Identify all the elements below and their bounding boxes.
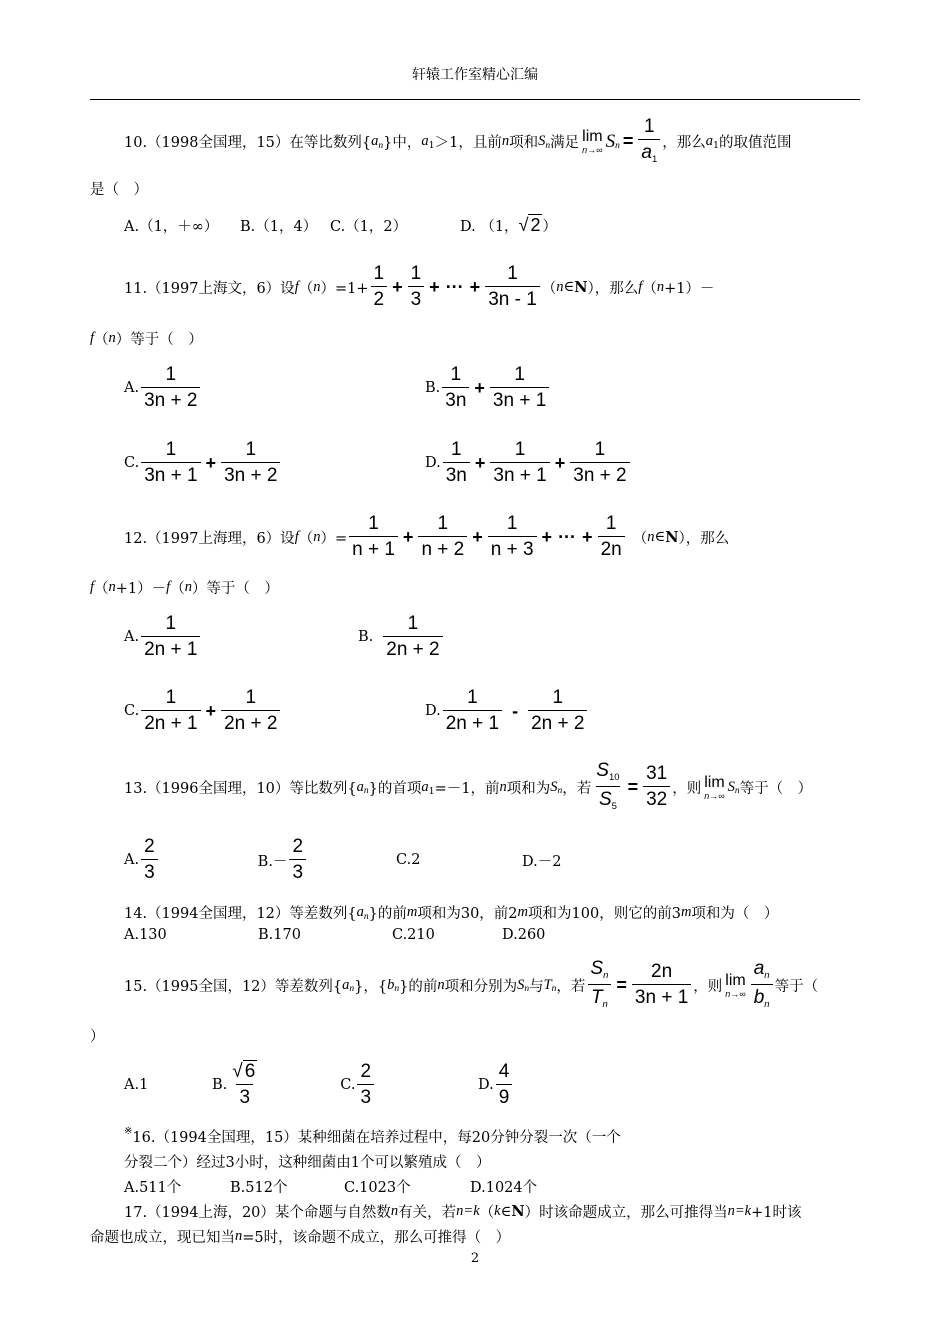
q11-option-a: A. $\frac{1}{3n + 2}$ <box>124 364 202 412</box>
q10-option-d: D. （1， <box>460 218 519 235</box>
header-rule <box>90 99 860 100</box>
q10-option-b: B.（1，4） <box>240 218 318 235</box>
q11-option-b: B. $\frac{1}{3n}$ + $\frac{1}{3n + 1}$ <box>425 364 551 412</box>
q12-option-a: A. $\frac{1}{2n + 1}$ <box>124 613 202 661</box>
limit-symbol: lim n→∞ <box>582 128 603 155</box>
page-number: 2 <box>470 1251 480 1266</box>
q12-line2: f （ n +1）－ f （ n ）等于（ ） <box>90 579 279 597</box>
q15-line1: 15.（1995全国，12）等差数列{ a n }，{ b n }的前 n 项和分别为 S n 与 T n ，若 $\frac{S_n}{T_n}$ = $\frac{2n}{3n + 1}$ ，则 lim n→∞ $\frac{a_n}{b_n}$ 等于（ <box>124 958 819 1010</box>
q10-options: A.（1，＋∞） B.（1，4） C.（1，2） D. （1， √ 2 ） <box>124 215 557 235</box>
q11-line1: 11.（1997上海文，6）设 f （ n ）=1+ $\frac{1}{2}$ + $\frac{1}{3}$ + ··· + $\frac{1}{3n - 1}$ （ n ∈ N ），那么 f （ n +1）－ <box>124 263 715 310</box>
q12-option-b: B. $\frac{1}{2n + 2}$ <box>358 613 445 661</box>
fraction-1-over-a1: $\frac{1}{a_1}$ <box>638 116 660 167</box>
q15-line2: ） <box>90 1029 105 1045</box>
q11-option-d: D. $\frac{1}{3n}$ + $\frac{1}{3n + 1}$ + $\frac{1}{3n + 2}$ <box>425 439 632 487</box>
q15-options: A.1 B. √ 6 3 C. $\frac{2}{3}$ D. $\frac{4}{9}$ <box>124 1060 514 1109</box>
q16-options: A.511个 B.512个 C.1023个 D.1024个 <box>124 1180 538 1196</box>
q10-option-c: C.（1，2） <box>330 218 408 235</box>
q12-line1: 12.（1997上海理，6）设 f （ n ）= $\frac{1}{n + 1}$ + $\frac{1}{n + 2}$ + $\frac{1}{n + 3}$ + ··· + $\frac{1}{2n}$ （ n ∈ N ），那么 <box>124 513 730 560</box>
q10-option-a: A.（1，＋∞） <box>124 218 219 235</box>
q12-option-d: D. $\frac{1}{2n + 1}$ - $\frac{1}{2n + 2}$ <box>425 687 589 735</box>
q14-options: A.130 B.170 C.210 D.260 <box>124 927 546 943</box>
q11-option-c: C. $\frac{1}{3n + 1}$ + $\frac{1}{3n + 2}$ <box>124 439 282 487</box>
q17-line2: 命题也成立，现已知当 n =5时，该命题不成立，那么可推得（ ） <box>90 1228 511 1246</box>
q14-line1: 14.（1994全国理，12）等差数列{ a n }的前 m 项和为30，前2 m 项和为100，则它的前3 m 项和为（ ） <box>124 904 779 922</box>
q10-line2: 是（ ） <box>90 182 148 198</box>
q13-line1: 13.（1996全国理，10）等比数列{ a n }的首项 a 1 =－1，前 n 项和为 S n ，若 $\frac{S_{10}}{S_5}$ = $\frac{31}{32}$ ，则 lim n→∞ S n 等于（ ） <box>124 760 813 812</box>
page-header: 轩辕工作室精心汇编 <box>412 67 538 83</box>
q16-line1: ※ 16.（1994全国理，15）某种细菌在培养过程中，每20分钟分裂一次（一个 <box>124 1126 621 1146</box>
q11-line2: f （ n ）等于（ ） <box>90 330 203 348</box>
q13-options: A. $\frac{2}{3}$ B.－ $\frac{2}{3}$ C.2 D.－2 <box>124 836 562 883</box>
q17-line1: 17.（1994上海，20）某个命题与自然数 n 有关，若 n=k （ k ∈ N ）时该命题成立，那么可推得当 n=k +1时该 <box>124 1203 802 1221</box>
sqrt-2: √ 2 <box>518 215 541 235</box>
q16-line2: 分裂二个）经过3小时，这种细菌由1个可以繁殖成（ ） <box>124 1155 491 1171</box>
q12-option-c: C. $\frac{1}{2n + 1}$ + $\frac{1}{2n + 2}$ <box>124 687 282 735</box>
q10-line1: 10.（1998全国理，15）在等比数列{ a n }中， a 1 ＞1，且前 n 项和 S n 满足 lim n→∞ S n = $\frac{1}{a_1}$ ，那么 a 1 的取值范围 <box>124 116 792 165</box>
